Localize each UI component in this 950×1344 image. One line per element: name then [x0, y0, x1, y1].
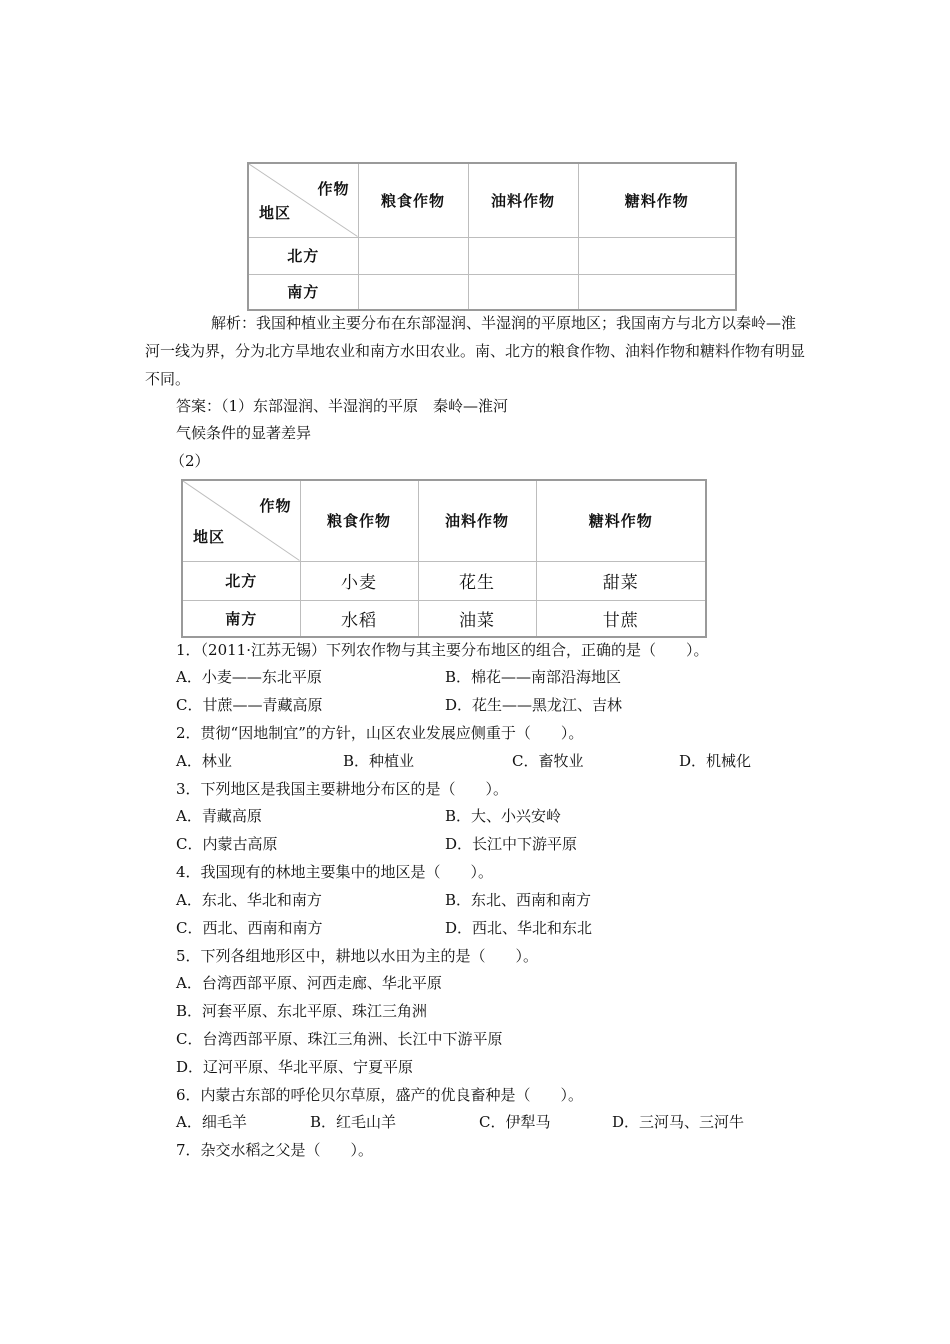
blank-cell: [578, 237, 736, 274]
question-5-option-a: A．台湾西部平原、河西走廊、华北平原: [176, 974, 442, 992]
diagonal-header-cell: [182, 480, 300, 561]
question-6-option-c: C．伊犁马: [479, 1113, 551, 1131]
blank-crop-table: [247, 162, 737, 311]
question-2-stem: 2．贯彻“因地制宜”的方针，山区农业发展应侧重于（ ）。: [176, 724, 584, 742]
blank-cell: [468, 274, 578, 310]
header-crop-label: 作物: [317, 180, 350, 198]
diagonal-header-cell: [248, 163, 358, 237]
question-4-option-d: D．西北、华北和东北: [445, 919, 593, 937]
col-header-sugar: 糖料作物: [536, 480, 706, 561]
blank-cell: [578, 274, 736, 310]
header-region-label: 地区: [193, 527, 226, 546]
row-header-south: 南方: [182, 600, 300, 637]
question-4-stem: 4．我国现有的林地主要集中的地区是（ ）。: [176, 863, 494, 881]
question-1-option-b: B．棉花——南部沿海地区: [445, 668, 622, 686]
diagonal-line: [249, 164, 358, 237]
diagonal-line: [183, 481, 300, 561]
col-header-grain: 粮食作物: [358, 163, 468, 237]
analysis-paragraph: 解析：我国种植业主要分布在东部湿润、半湿润的平原地区；我国南方与北方以秦岭—淮河一线为界，分为北方旱地农业和南方水田农业。南、北方的粮食作物、油料作物和糖料作物有明显不同。: [145, 314, 806, 388]
question-7-stem: 7．杂交水稻之父是（ ）。: [176, 1141, 374, 1159]
question-4-option-a: A．东北、华北和南方: [176, 891, 322, 909]
row-header-north: 北方: [182, 561, 300, 600]
answer-line-2: 气候条件的显著差异: [176, 424, 312, 442]
col-header-sugar: 糖料作物: [578, 163, 736, 237]
question-2-option-b: B．种植业: [343, 752, 415, 770]
blank-cell: [358, 237, 468, 274]
question-1-stem: 1．（2011·江苏无锡）下列农作物与其主要分布地区的组合，正确的是（ ）。: [176, 641, 709, 659]
question-3-stem: 3．下列地区是我国主要耕地分布区的是（ ）。: [176, 780, 509, 798]
cell-north-grain: 小麦: [300, 561, 418, 600]
question-4-option-b: B．东北、西南和南方: [445, 891, 592, 909]
question-5-option-b: B．河套平原、东北平原、珠江三角洲: [176, 1002, 428, 1020]
question-6-option-a: A．细毛羊: [176, 1113, 247, 1131]
row-header-south: 南方: [248, 274, 358, 310]
col-header-grain: 粮食作物: [300, 480, 418, 561]
header-crop-label: 作物: [259, 497, 292, 515]
question-6-option-d: D．三河马、三河牛: [612, 1113, 745, 1131]
cell-south-sugar: 甘蔗: [536, 600, 706, 637]
question-1-option-d: D．花生——黑龙江、吉林: [445, 696, 623, 714]
question-1-option-c: C．甘蔗——青藏高原: [176, 696, 323, 714]
question-6-stem: 6．内蒙古东部的呼伦贝尔草原，盛产的优良畜种是（ ）。: [176, 1086, 584, 1104]
header-region-label: 地区: [259, 203, 292, 222]
question-5-option-c: C．台湾西部平原、珠江三角洲、长江中下游平原: [176, 1030, 503, 1048]
question-3-option-d: D．长江中下游平原: [445, 835, 578, 853]
question-5-stem: 5．下列各组地形区中，耕地以水田为主的是（ ）。: [176, 947, 539, 965]
question-1-option-a: A．小麦——东北平原: [176, 668, 322, 686]
blank-cell: [468, 237, 578, 274]
question-6-option-b: B．红毛山羊: [310, 1113, 397, 1131]
blank-cell: [358, 274, 468, 310]
question-3-option-b: B．大、小兴安岭: [445, 807, 562, 825]
question-3-option-a: A．青藏高原: [176, 807, 262, 825]
cell-south-grain: 水稻: [300, 600, 418, 637]
cell-south-oil: 油菜: [418, 600, 536, 637]
answer-line-3: （2）: [170, 452, 210, 470]
col-header-oil: 油料作物: [468, 163, 578, 237]
answer-crop-table: [181, 479, 707, 638]
question-4-option-c: C．西北、西南和南方: [176, 919, 323, 937]
cell-north-oil: 花生: [418, 561, 536, 600]
col-header-oil: 油料作物: [418, 480, 536, 561]
question-2-option-c: C．畜牧业: [512, 752, 584, 770]
cell-north-sugar: 甜菜: [536, 561, 706, 600]
answer-line-1: 答案：（1）东部湿润、半湿润的平原 秦岭—淮河: [176, 397, 509, 415]
row-header-north: 北方: [248, 237, 358, 274]
question-3-option-c: C．内蒙古高原: [176, 835, 278, 853]
question-5-option-d: D．辽河平原、华北平原、宁夏平原: [176, 1058, 414, 1076]
question-2-option-a: A．林业: [176, 752, 232, 770]
question-2-option-d: D．机械化: [679, 752, 752, 770]
